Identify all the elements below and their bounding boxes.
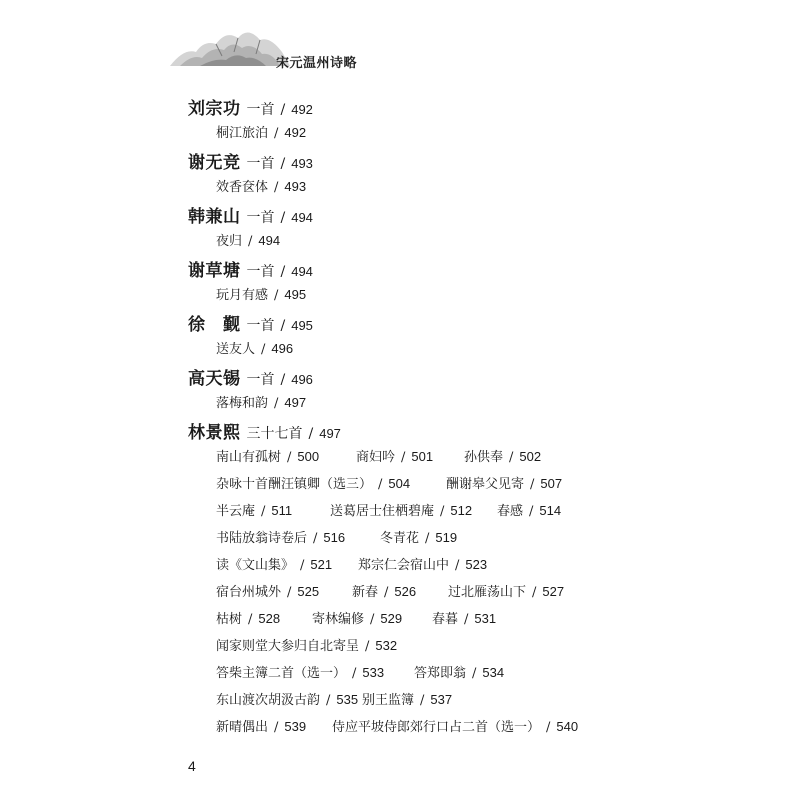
poem-page: 497	[284, 395, 307, 410]
poem-title: 新晴偶出	[216, 720, 269, 735]
poem-entry	[216, 122, 306, 141]
separator: /	[261, 342, 266, 357]
poem-page: 514	[539, 503, 562, 518]
poem-page: 492	[284, 125, 307, 140]
poem-title: 答郑即翁	[414, 666, 467, 681]
separator: /	[455, 558, 460, 573]
poem-title: 闻家则堂大参归自北寄呈	[216, 639, 360, 654]
author-entry	[188, 94, 313, 119]
poem-count: 一首	[246, 264, 275, 280]
poem-entry	[358, 554, 487, 573]
separator: /	[530, 477, 535, 492]
author-entry	[188, 148, 313, 173]
poem-entry	[332, 716, 578, 735]
separator: /	[420, 693, 425, 708]
poem-entry	[216, 527, 345, 546]
poem-count: 一首	[246, 210, 275, 226]
poem-count: 一首	[246, 102, 275, 118]
separator: /	[280, 102, 286, 118]
poem-title: 春暮	[432, 612, 459, 627]
separator: /	[529, 504, 534, 519]
poem-entry	[448, 581, 564, 600]
poem-title: 玩月有感	[216, 288, 269, 303]
poem-page: 532	[375, 638, 398, 653]
poem-entry	[216, 446, 319, 465]
poem-title: 宿台州城外	[216, 585, 282, 600]
separator: /	[440, 504, 445, 519]
separator: /	[287, 450, 292, 465]
poem-entry	[216, 284, 306, 303]
separator: /	[464, 612, 469, 627]
poem-page: 528	[258, 611, 281, 626]
poem-title: 过北雁荡山下	[448, 585, 527, 600]
poem-title: 侍应平坡侍郎郊行口占二首（选一）	[332, 720, 541, 735]
poem-title: 冬青花	[380, 531, 420, 546]
poem-count: 一首	[246, 372, 275, 388]
separator: /	[274, 180, 279, 195]
poem-count: 三十七首	[246, 426, 303, 442]
poem-title: 枯树	[216, 612, 243, 627]
author-name: 徐 觐	[188, 315, 241, 335]
separator: /	[274, 126, 279, 141]
separator: /	[326, 693, 331, 708]
separator: /	[308, 426, 314, 442]
author-entry	[188, 364, 313, 389]
poem-title: 东山渡次胡汲古韵	[216, 693, 321, 708]
poem-entry	[380, 527, 457, 546]
poem-page: 512	[450, 503, 473, 518]
poem-page: 523	[465, 557, 488, 572]
poem-page: 495	[284, 287, 307, 302]
poem-entry	[216, 554, 332, 573]
separator: /	[425, 531, 430, 546]
poem-title: 别王监簿	[362, 693, 415, 708]
separator: /	[300, 558, 305, 573]
author-page: 497	[319, 426, 341, 441]
separator: /	[248, 612, 253, 627]
poem-page: 540	[556, 719, 579, 734]
poem-page: 527	[542, 584, 565, 599]
poem-entry	[216, 473, 410, 492]
separator: /	[472, 666, 477, 681]
poem-entry	[432, 608, 496, 627]
poem-title: 寄林编修	[312, 612, 365, 627]
poem-title: 郑宗仁会宿山中	[358, 558, 450, 573]
poem-page: 500	[297, 449, 320, 464]
poem-title: 桐江旅泊	[216, 126, 269, 141]
poem-title: 南山有孤树	[216, 450, 282, 465]
poem-count: 一首	[246, 318, 275, 334]
author-name: 谢草塘	[188, 261, 241, 281]
poem-entry	[216, 689, 358, 708]
poem-page: 493	[284, 179, 307, 194]
poem-entry	[216, 392, 306, 411]
poem-page: 507	[540, 476, 563, 491]
author-name: 韩兼山	[188, 207, 241, 227]
poem-entry	[216, 338, 293, 357]
poem-entry	[216, 716, 306, 735]
poem-page: 526	[394, 584, 417, 599]
author-page: 495	[291, 318, 313, 333]
separator: /	[248, 234, 253, 249]
author-name: 刘宗功	[188, 99, 241, 119]
poem-title: 送葛居士住栖碧庵	[330, 504, 435, 519]
separator: /	[274, 396, 279, 411]
poem-page: 537	[430, 692, 453, 707]
poem-entry	[216, 176, 306, 195]
poem-page: 531	[474, 611, 497, 626]
poem-title: 效香奁体	[216, 180, 269, 195]
poem-title: 落梅和韵	[216, 396, 269, 411]
poem-page: 494	[258, 233, 281, 248]
poem-count: 一首	[246, 156, 275, 172]
page-number: 4	[188, 758, 196, 774]
poem-title: 孙供奉	[464, 450, 504, 465]
poem-page: 511	[271, 503, 293, 518]
poem-title: 春感	[497, 504, 524, 519]
poem-page: 533	[362, 665, 385, 680]
separator: /	[261, 504, 266, 519]
poem-page: 516	[323, 530, 346, 545]
poem-page: 496	[271, 341, 294, 356]
poem-entry	[414, 662, 504, 681]
poem-entry	[330, 500, 472, 519]
poem-title: 答柴主簿二首（选一）	[216, 666, 347, 681]
separator: /	[365, 639, 370, 654]
poem-title: 送友人	[216, 342, 256, 357]
poem-title: 书陆放翁诗卷后	[216, 531, 308, 546]
poem-page: 535	[336, 692, 359, 707]
poem-page: 501	[411, 449, 434, 464]
poem-page: 519	[435, 530, 458, 545]
poem-entry	[216, 608, 280, 627]
book-title: 宋元温州诗略	[276, 56, 358, 71]
poem-page: 502	[519, 449, 542, 464]
author-name: 谢无竞	[188, 153, 241, 173]
separator: /	[287, 585, 292, 600]
author-page: 494	[291, 264, 313, 279]
poem-page: 529	[380, 611, 403, 626]
author-entry	[188, 202, 313, 227]
poem-title: 读《文山集》	[216, 558, 295, 573]
poem-page: 521	[310, 557, 333, 572]
separator: /	[274, 720, 279, 735]
author-page: 492	[291, 102, 313, 117]
separator: /	[274, 288, 279, 303]
poem-entry	[216, 500, 292, 519]
poem-entry	[464, 446, 541, 465]
author-entry	[188, 256, 313, 281]
poem-entry	[446, 473, 562, 492]
separator: /	[280, 318, 286, 334]
separator: /	[280, 372, 286, 388]
author-name: 高天锡	[188, 369, 241, 389]
poem-title: 酬谢皋父见寄	[446, 477, 525, 492]
poem-title: 夜归	[216, 234, 243, 249]
poem-entry	[497, 500, 561, 519]
poem-title: 杂咏十首酬汪镇卿（选三）	[216, 477, 373, 492]
separator: /	[384, 585, 389, 600]
poem-page: 504	[388, 476, 411, 491]
poem-title: 新春	[352, 585, 379, 600]
poem-entry	[356, 446, 433, 465]
poem-page: 525	[297, 584, 320, 599]
separator: /	[546, 720, 551, 735]
separator: /	[352, 666, 357, 681]
separator: /	[509, 450, 514, 465]
author-name: 林景熙	[188, 423, 241, 443]
poem-entry	[362, 689, 452, 708]
poem-title: 半云庵	[216, 504, 256, 519]
separator: /	[313, 531, 318, 546]
poem-title: 商妇吟	[356, 450, 396, 465]
author-entry	[188, 418, 341, 443]
separator: /	[370, 612, 375, 627]
separator: /	[532, 585, 537, 600]
poem-entry	[352, 581, 416, 600]
author-page: 494	[291, 210, 313, 225]
author-entry	[188, 310, 313, 335]
poem-entry	[312, 608, 402, 627]
poem-page: 539	[284, 719, 307, 734]
separator: /	[378, 477, 383, 492]
poem-entry	[216, 230, 280, 249]
separator: /	[280, 156, 286, 172]
poem-page: 534	[482, 665, 505, 680]
separator: /	[280, 210, 286, 226]
separator: /	[280, 264, 286, 280]
poem-entry	[216, 581, 319, 600]
separator: /	[401, 450, 406, 465]
poem-entry	[216, 635, 397, 654]
author-page: 493	[291, 156, 313, 171]
author-page: 496	[291, 372, 313, 387]
poem-entry	[216, 662, 384, 681]
